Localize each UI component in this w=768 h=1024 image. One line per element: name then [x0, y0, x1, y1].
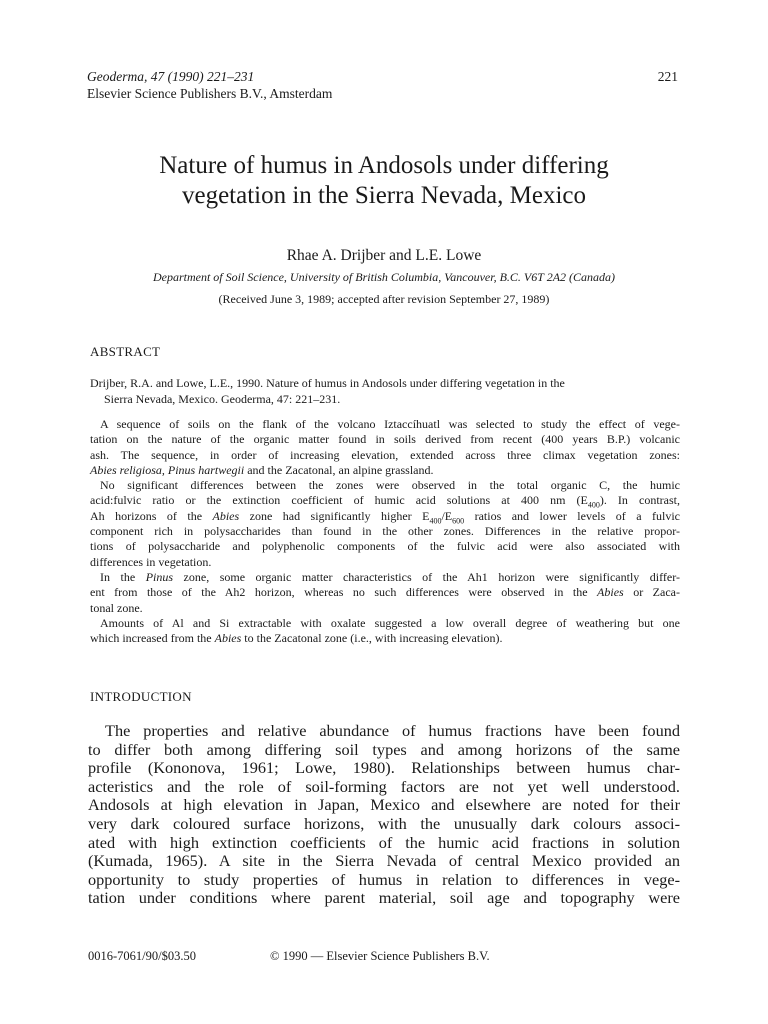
body-line: opportunity to study properties of humus in relation to differences in vege-	[88, 869, 680, 889]
received-dates: (Received June 3, 1989; accepted after revision September 27, 1989)	[218, 292, 550, 306]
citation-line: Drijber, R.A. and Lowe, L.E., 1990. Nature of humus in Andosols under differing vegetation in the	[90, 376, 565, 390]
page-number: 221	[657, 69, 678, 84]
copyright-notice: © 1990 — Elsevier Science Publishers B.V.	[270, 949, 490, 963]
abstract-citation	[90, 375, 680, 407]
publisher-line: Elsevier Science Publishers B.V., Amsterdam	[87, 86, 333, 101]
abstract-line: which increased from the Abies to the Zacatonal zone (i.e., with increasing elevation).	[90, 631, 503, 646]
body-line: profile (Kononova, 1961; Lowe, 1980). Relationships between humus char-	[88, 758, 680, 778]
abstract-line: No significant differences between the zones were observed in the total organic C, the humic	[100, 478, 680, 493]
body-line: The properties and relative abundance of humus fractions have been found	[105, 721, 680, 740]
body-line: very dark coloured surface horizons, with the unusually dark colours associ-	[88, 813, 680, 833]
abstract-line: tation on the nature of the organic matter found in soils derived from recent (400 years B.P.) volcanic	[90, 432, 680, 447]
body-line: ated with high extinction coefficients of the humic acid fractions in solution	[88, 832, 680, 852]
introduction-body	[88, 722, 680, 908]
title-line: Nature of humus in Andosols under differing	[159, 152, 609, 179]
abstract-line: ash. The sequence, in order of increasing elevation, extended across three climax vegetation zones:	[90, 447, 680, 462]
paper-title	[60, 151, 708, 211]
abstract-line: A sequence of soils on the flank of the volcano Iztaccíhuatl was selected to study the effect of vege-	[100, 417, 680, 431]
abstract-line: Amounts of Al and Si extractable with oxalate suggested a low overall degree of weathering but one	[100, 615, 680, 630]
introduction-heading: INTRODUCTION	[90, 689, 192, 704]
body-line: (Kumada, 1965). A site in the Sierra Nevada of central Mexico provided an	[88, 851, 680, 871]
abstract-line: differences in vegetation.	[90, 554, 212, 569]
title-line: vegetation in the Sierra Nevada, Mexico	[181, 182, 587, 209]
journal-citation: Geoderma, 47 (1990) 221–231	[87, 69, 255, 84]
abstract-line: acid:fulvic ratio or the extinction coefficient of humic acid solutions at 400 nm $(E_{400})$. In contrast,	[90, 493, 681, 510]
journal-header	[87, 68, 332, 102]
body-line: Andosols at high elevation in Japan, Mexico and elsewhere are noted for their	[88, 795, 680, 815]
abstract-body	[90, 417, 680, 646]
body-line: acteristics and the role of soil-forming factors are not yet well understood.	[88, 776, 680, 796]
abstract-line: In the Pinus zone, some organic matter characteristics of the Ah1 horizon were significantly differ-	[100, 569, 680, 584]
body-line: tation under conditions where parent material, soil age and topography were	[88, 888, 680, 908]
abstract-line: Abies religiosa, Pinus hartwegii and the Zacatonal, an alpine grassland.	[90, 462, 434, 477]
citation-line: Sierra Nevada, Mexico. Geoderma, 47: 221–231.	[104, 392, 341, 406]
issn-code: 0016-7061/90/$03.50	[88, 949, 196, 963]
abstract-line: Ah horizons of the Abies zone had significantly higher $E_{400}/E_{600}$ ratios and lower levels of a fulvic	[90, 508, 680, 526]
abstract-line: component rich in polysaccharides than found in the other zones. Differences in the relative propor-	[90, 524, 680, 539]
abstract-line: ent from those of the Ah2 horizon, whereas no such differences were observed in the Abies or Zaca-	[90, 585, 680, 600]
abstract-line: tions of polysaccharide and polyphenolic components of the fulvic acid were also associated with	[90, 539, 680, 554]
abstract-heading: ABSTRACT	[90, 344, 161, 359]
body-line: to differ both among differing soil types and among horizons of the same	[88, 739, 680, 759]
affiliation: Department of Soil Science, University of British Columbia, Vancouver, B.C. V6T 2A2 (Canada)	[152, 270, 616, 284]
authors: Rhae A. Drijber and L.E. Lowe	[286, 247, 482, 264]
abstract-line: tonal zone.	[90, 600, 143, 615]
